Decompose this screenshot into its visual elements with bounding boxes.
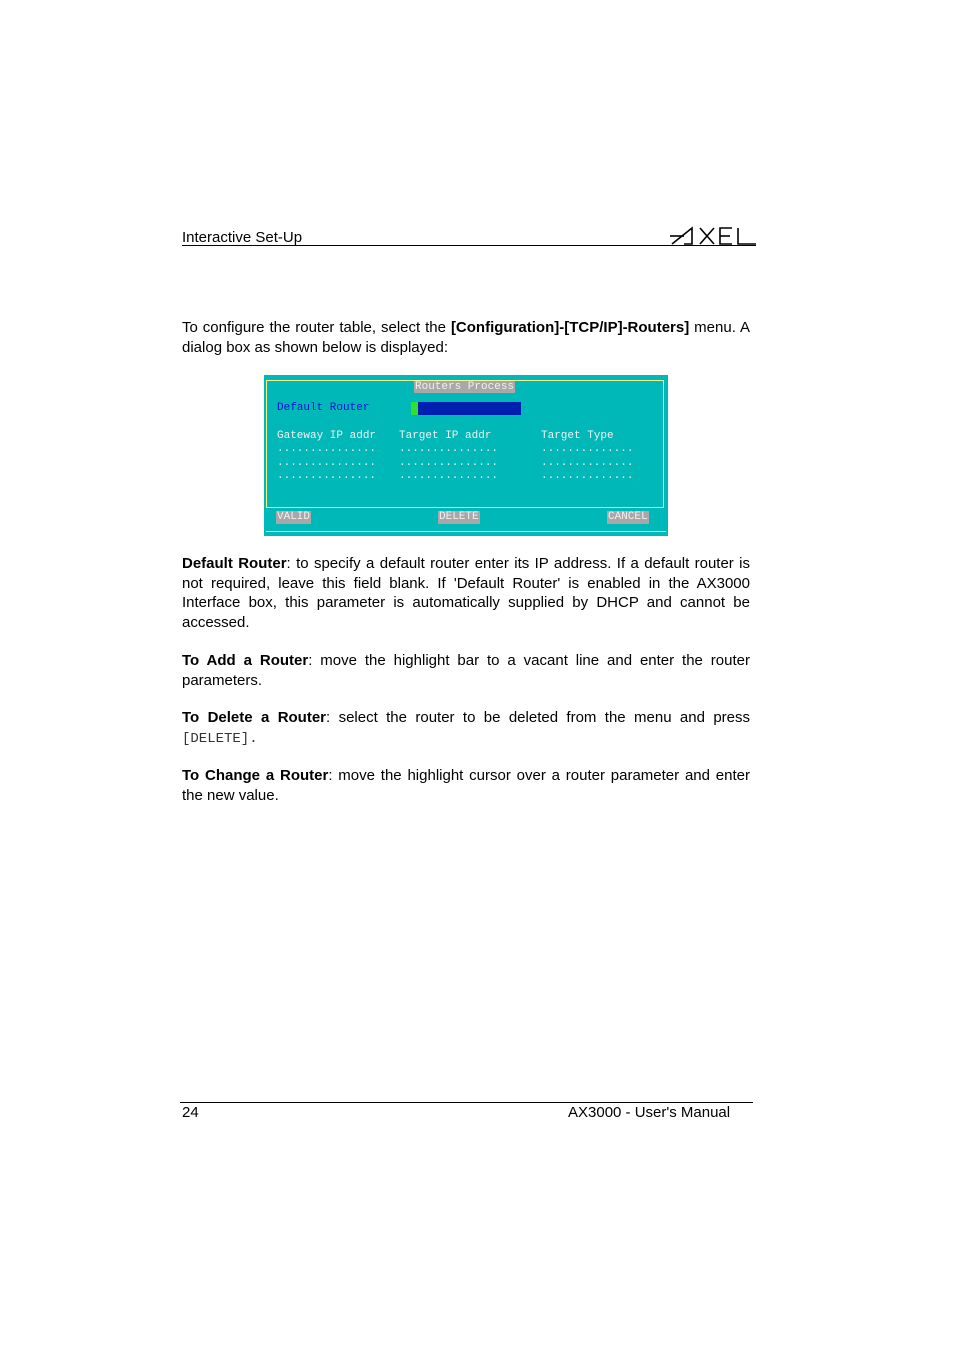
add-router-text: : move the highlight bar to a vacant line and enter the router parameters. <box>182 652 750 689</box>
manual-title: AX3000 - User's Manual <box>568 1104 731 1121</box>
term-change-router: To Change a Router <box>182 767 329 784</box>
delete-router-paragraph <box>182 708 750 749</box>
row-2-gateway[interactable]: ............... <box>277 457 377 469</box>
add-router-paragraph <box>182 651 750 690</box>
row-1-gateway[interactable]: ............... <box>277 443 377 455</box>
term-default-router: Default Router <box>182 555 287 572</box>
row-3-target-type[interactable]: .............. <box>541 470 634 482</box>
default-router-input[interactable] <box>411 402 521 415</box>
cancel-button[interactable]: CANCEL <box>608 511 648 523</box>
delete-button[interactable]: DELETE <box>439 511 479 523</box>
intro-paragraph <box>182 318 750 357</box>
row-3-gateway[interactable]: ............... <box>277 470 377 482</box>
row-3-target-ip[interactable]: ............... <box>399 470 499 482</box>
dialog-bottom-rule <box>266 531 666 532</box>
header-section-title: Interactive Set-Up <box>182 229 303 246</box>
term-add-router: To Add a Router <box>182 652 309 669</box>
term-delete-router: To Delete a Router <box>182 709 327 726</box>
valid-button[interactable]: VALID <box>277 511 311 523</box>
intro-text-after: menu. A dialog box as shown below is displayed: <box>182 319 750 356</box>
change-router-paragraph <box>182 766 750 805</box>
row-2-target-ip[interactable]: ............... <box>399 457 499 469</box>
column-header-gateway: Gateway IP addr <box>277 430 377 442</box>
change-router-text: : move the highlight cursor over a router parameter and enter the new value. <box>182 767 750 804</box>
column-header-target-type: Target Type <box>541 430 614 442</box>
menu-path: [Configuration]-[TCP/IP]-Routers] <box>450 319 690 336</box>
default-router-text: : to specify a default router enter its IP address. If a default router is not required, leave this field blank. If 'Default Router' is enabled in the AX3000 Interface box, this parameter is automatically supplied by DHCP and cannot be accessed. <box>182 555 750 631</box>
dialog-title: Routers Process <box>415 381 515 393</box>
footer-rule <box>180 1102 753 1103</box>
row-2-target-type[interactable]: .............. <box>541 457 634 469</box>
delete-router-text: : select the router to be deleted from the menu and press <box>326 709 750 726</box>
default-router-paragraph <box>182 554 750 632</box>
row-1-target-type[interactable]: .............. <box>541 443 634 455</box>
header-rule <box>182 245 756 246</box>
axel-logo <box>670 224 758 246</box>
intro-text: To configure the router table, select the <box>182 319 451 336</box>
text-cursor <box>411 402 418 415</box>
column-header-target-ip: Target IP addr <box>399 430 492 442</box>
default-router-label: Default Router <box>277 402 370 414</box>
delete-key: [DELETE]. <box>182 730 258 747</box>
row-1-target-ip[interactable]: ............... <box>399 443 499 455</box>
page-number: 24 <box>182 1104 199 1121</box>
